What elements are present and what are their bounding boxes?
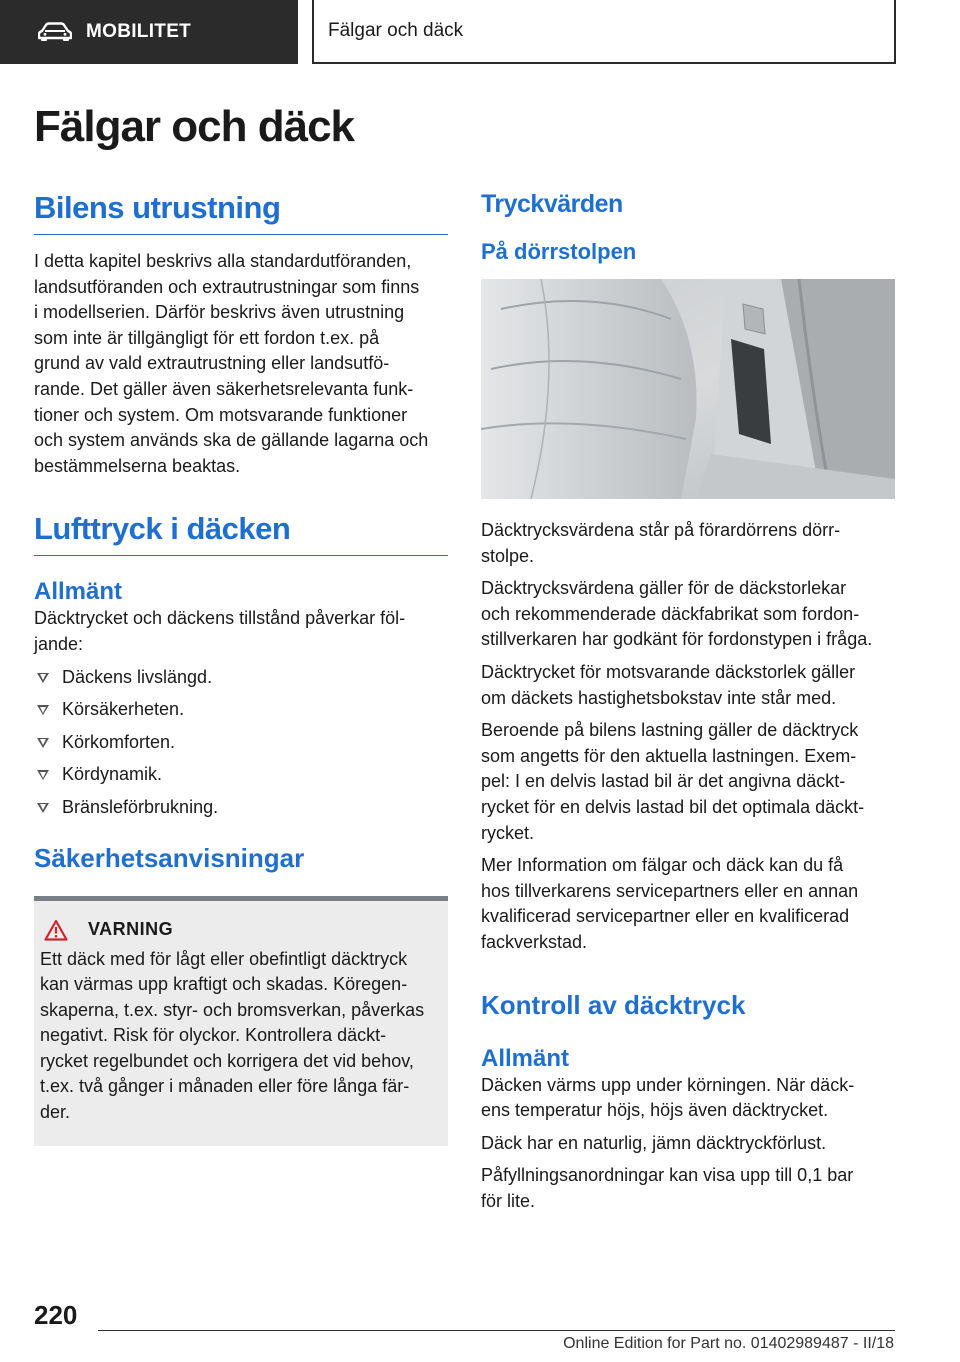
triangle-bullet-icon (37, 705, 49, 715)
heading-bilens-utrustning: Bilens utrustning (34, 190, 448, 235)
list-item: Körsäkerheten. (34, 697, 448, 723)
subheading-allmant: Allmänt (34, 578, 123, 606)
list-item: Körkomforten. (34, 730, 448, 756)
tryck-paragraph: Beroende på bilens lastning gäller de däcktryck som angetts för den aktuella lastningen. Exem- pel: I en delvis lastad bil är det angivna däckt- rycket för en delvis lastad bil det optimala däckt- rycket. (481, 720, 865, 843)
tryck-paragraph: Däcktrycket för motsvarande däckstorlek gäller om däckets hastighetsbokstav inte står med. (481, 661, 856, 708)
heading-sakerhetsanvisningar: Säkerhetsanvisningar (34, 842, 305, 873)
tryck-paragraph: Mer Information om fälgar och däck kan du få hos tillverkarens servicepartners eller en annan kvalificerad servicepartner eller en kvalificerad fackverkstad. (481, 855, 859, 952)
heading-lufttryck: Lufttryck i däcken (34, 511, 448, 556)
kontroll-paragraph: Påfyllningsanordningar kan visa upp till 0,1 bar för lite. (481, 1165, 854, 1211)
left-column (34, 190, 448, 1146)
car-icon (38, 22, 72, 42)
warning-text: Ett däck med för lågt eller obefintligt däcktryck kan värmas upp kraftigt och skadas. Köregen- skaperna, t.ex. styr- och bromsverkan, påverkas negativt. Risk för olyckor. Kontrollera däckt- rycket regelbundet och korrigera det vid behov, t.ex. två gånger i månaden eller före långa fär- der. (40, 948, 425, 1123)
warning-header (40, 919, 440, 941)
page-number: 220 (34, 1300, 78, 1330)
heading-kontroll: Kontroll av däcktryck (481, 989, 746, 1020)
subheading-pa-dorrstolpen: På dörrstolpen (481, 239, 637, 264)
triangle-bullet-icon (37, 738, 49, 748)
list-item: Kördynamik. (34, 762, 448, 788)
warning-box (34, 896, 448, 1146)
triangle-bullet-icon (37, 673, 49, 683)
triangle-bullet-icon (37, 770, 49, 780)
right-column (481, 190, 895, 1221)
list-item: Bränsleförbrukning. (34, 795, 448, 821)
warning-label: VARNING (88, 919, 174, 939)
tryck-paragraph: Däcktrycksvärdena står på förardörrens dörr- stolpe. (481, 520, 841, 566)
subheading-allmant-2: Allmänt (481, 1044, 570, 1072)
chapter-title: Fälgar och däck (312, 0, 896, 64)
section-tab[interactable] (0, 0, 298, 64)
list-item: Däckens livslängd. (34, 665, 448, 691)
lufttryck-intro: Däcktrycket och däckens tillstånd påverkar föl- jande: (34, 608, 406, 654)
page-title: Fälgar och däck (34, 102, 355, 151)
warning-triangle-icon (44, 919, 68, 941)
edition-note: Online Edition for Part no. 01402989487 - II/18 (563, 1335, 894, 1352)
footer-divider (98, 1330, 895, 1331)
kontroll-paragraph: Däcken värms upp under körningen. När däck- ens temperatur höjs, höjs även däcktrycket. (481, 1074, 855, 1121)
page-header (0, 0, 960, 66)
kontroll-paragraph: Däck har en naturlig, jämn däcktryckförlust. (481, 1132, 827, 1153)
section-label: MOBILITET (86, 21, 192, 42)
triangle-bullet-icon (37, 803, 49, 813)
bilens-paragraph: I detta kapitel beskrivs alla standardutföranden, landsutföranden och extrautrustningar som finns i modellserien. Därför beskrivs även utrustning som inte är tillgängligt för ett fordon t.ex. på grund av vald extrautrustning eller landsutfö- rande. Det gäller även säkerhetsrelevanta funk- tioner och system. Om motsvarande funktioner och system används ska de gällande lagarna och bestämmelserna beaktas. (34, 251, 429, 476)
factor-list (34, 665, 448, 821)
door-pillar-photo (481, 279, 895, 499)
tryck-paragraph: Däcktrycksvärdena gäller för de däckstorlekar och rekommenderade däckfabrikat som fordon- stillverkaren har godkänt för fordonstypen i fråga. (481, 578, 873, 650)
heading-tryckvarden: Tryckvärden (481, 190, 623, 218)
